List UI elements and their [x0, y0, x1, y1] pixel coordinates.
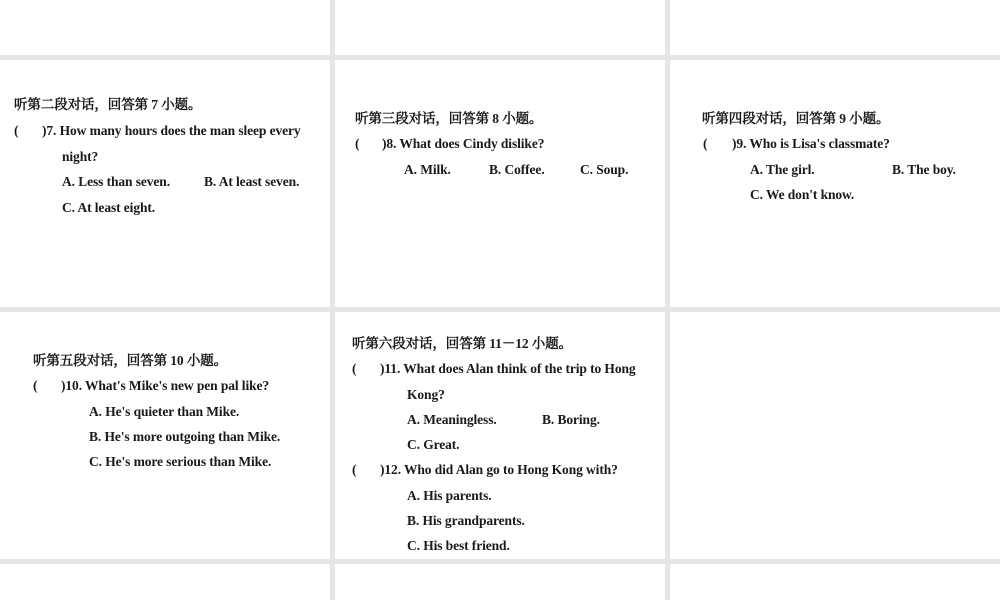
section-heading: 听第六段对话，回答第 11－12 小题。: [352, 336, 573, 351]
section-heading: 听第二段对话，回答第 7 小题。: [14, 97, 202, 112]
slide-top-right: [670, 0, 1000, 55]
option-a: A. His parents.: [407, 488, 492, 503]
option-a: A. Meaningless.: [407, 412, 497, 427]
question-stem: )8. What does Cindy dislike?: [382, 136, 545, 151]
slide-next-right: [670, 564, 1000, 600]
slide-next-middle: [335, 564, 665, 600]
question-stem: )10. What's Mike's new pen pal like?: [61, 378, 270, 393]
option-a: A. The girl.: [750, 162, 815, 177]
slide-next-left: [0, 564, 330, 600]
option-b: B. At least seven.: [204, 174, 300, 189]
option-c: C. He's more serious than Mike.: [89, 454, 272, 469]
option-b: B. Boring.: [542, 412, 600, 427]
question-stem: )12. Who did Alan go to Hong Kong with?: [380, 462, 618, 477]
option-b: B. He's more outgoing than Mike.: [89, 429, 281, 444]
option-c: C. We don't know.: [750, 187, 855, 202]
option-a: A. Less than seven.: [62, 174, 170, 189]
question-stem: )11. What does Alan think of the trip to Hong: [380, 361, 636, 376]
option-a: A. He's quieter than Mike.: [89, 404, 240, 419]
section-heading: 听第四段对话，回答第 9 小题。: [702, 111, 890, 126]
answer-bracket[interactable]: (: [352, 361, 357, 376]
slide-q9: [670, 60, 1000, 307]
slide-top-left: [0, 0, 330, 55]
question-stem-cont: Kong?: [407, 387, 445, 402]
option-a: A. Milk.: [404, 162, 451, 177]
slide-q11-12: [335, 312, 665, 559]
slide-q8: [335, 60, 665, 307]
question-stem: )9. Who is Lisa's classmate?: [732, 136, 890, 151]
slide-top-middle: [335, 0, 665, 55]
option-c: C. Great.: [407, 437, 460, 452]
section-heading: 听第三段对话，回答第 8 小题。: [355, 111, 543, 126]
answer-bracket[interactable]: (: [703, 136, 708, 151]
answer-bracket[interactable]: (: [352, 462, 357, 477]
slide-q10: [0, 312, 330, 559]
option-c: C. At least eight.: [62, 200, 156, 215]
question-stem: )7. How many hours does the man sleep every: [42, 123, 301, 138]
slide-q7: [0, 60, 330, 307]
answer-bracket[interactable]: (: [14, 123, 19, 138]
answer-bracket[interactable]: (: [355, 136, 360, 151]
option-b: B. The boy.: [892, 162, 956, 177]
option-b: B. Coffee.: [489, 162, 545, 177]
slide-blank: [670, 312, 1000, 559]
answer-bracket[interactable]: (: [33, 378, 38, 393]
option-c: C. His best friend.: [407, 538, 510, 553]
option-b: B. His grandparents.: [407, 513, 525, 528]
option-c: C. Soup.: [580, 162, 629, 177]
section-heading: 听第五段对话，回答第 10 小题。: [33, 353, 228, 368]
question-stem-cont: night?: [62, 149, 99, 164]
